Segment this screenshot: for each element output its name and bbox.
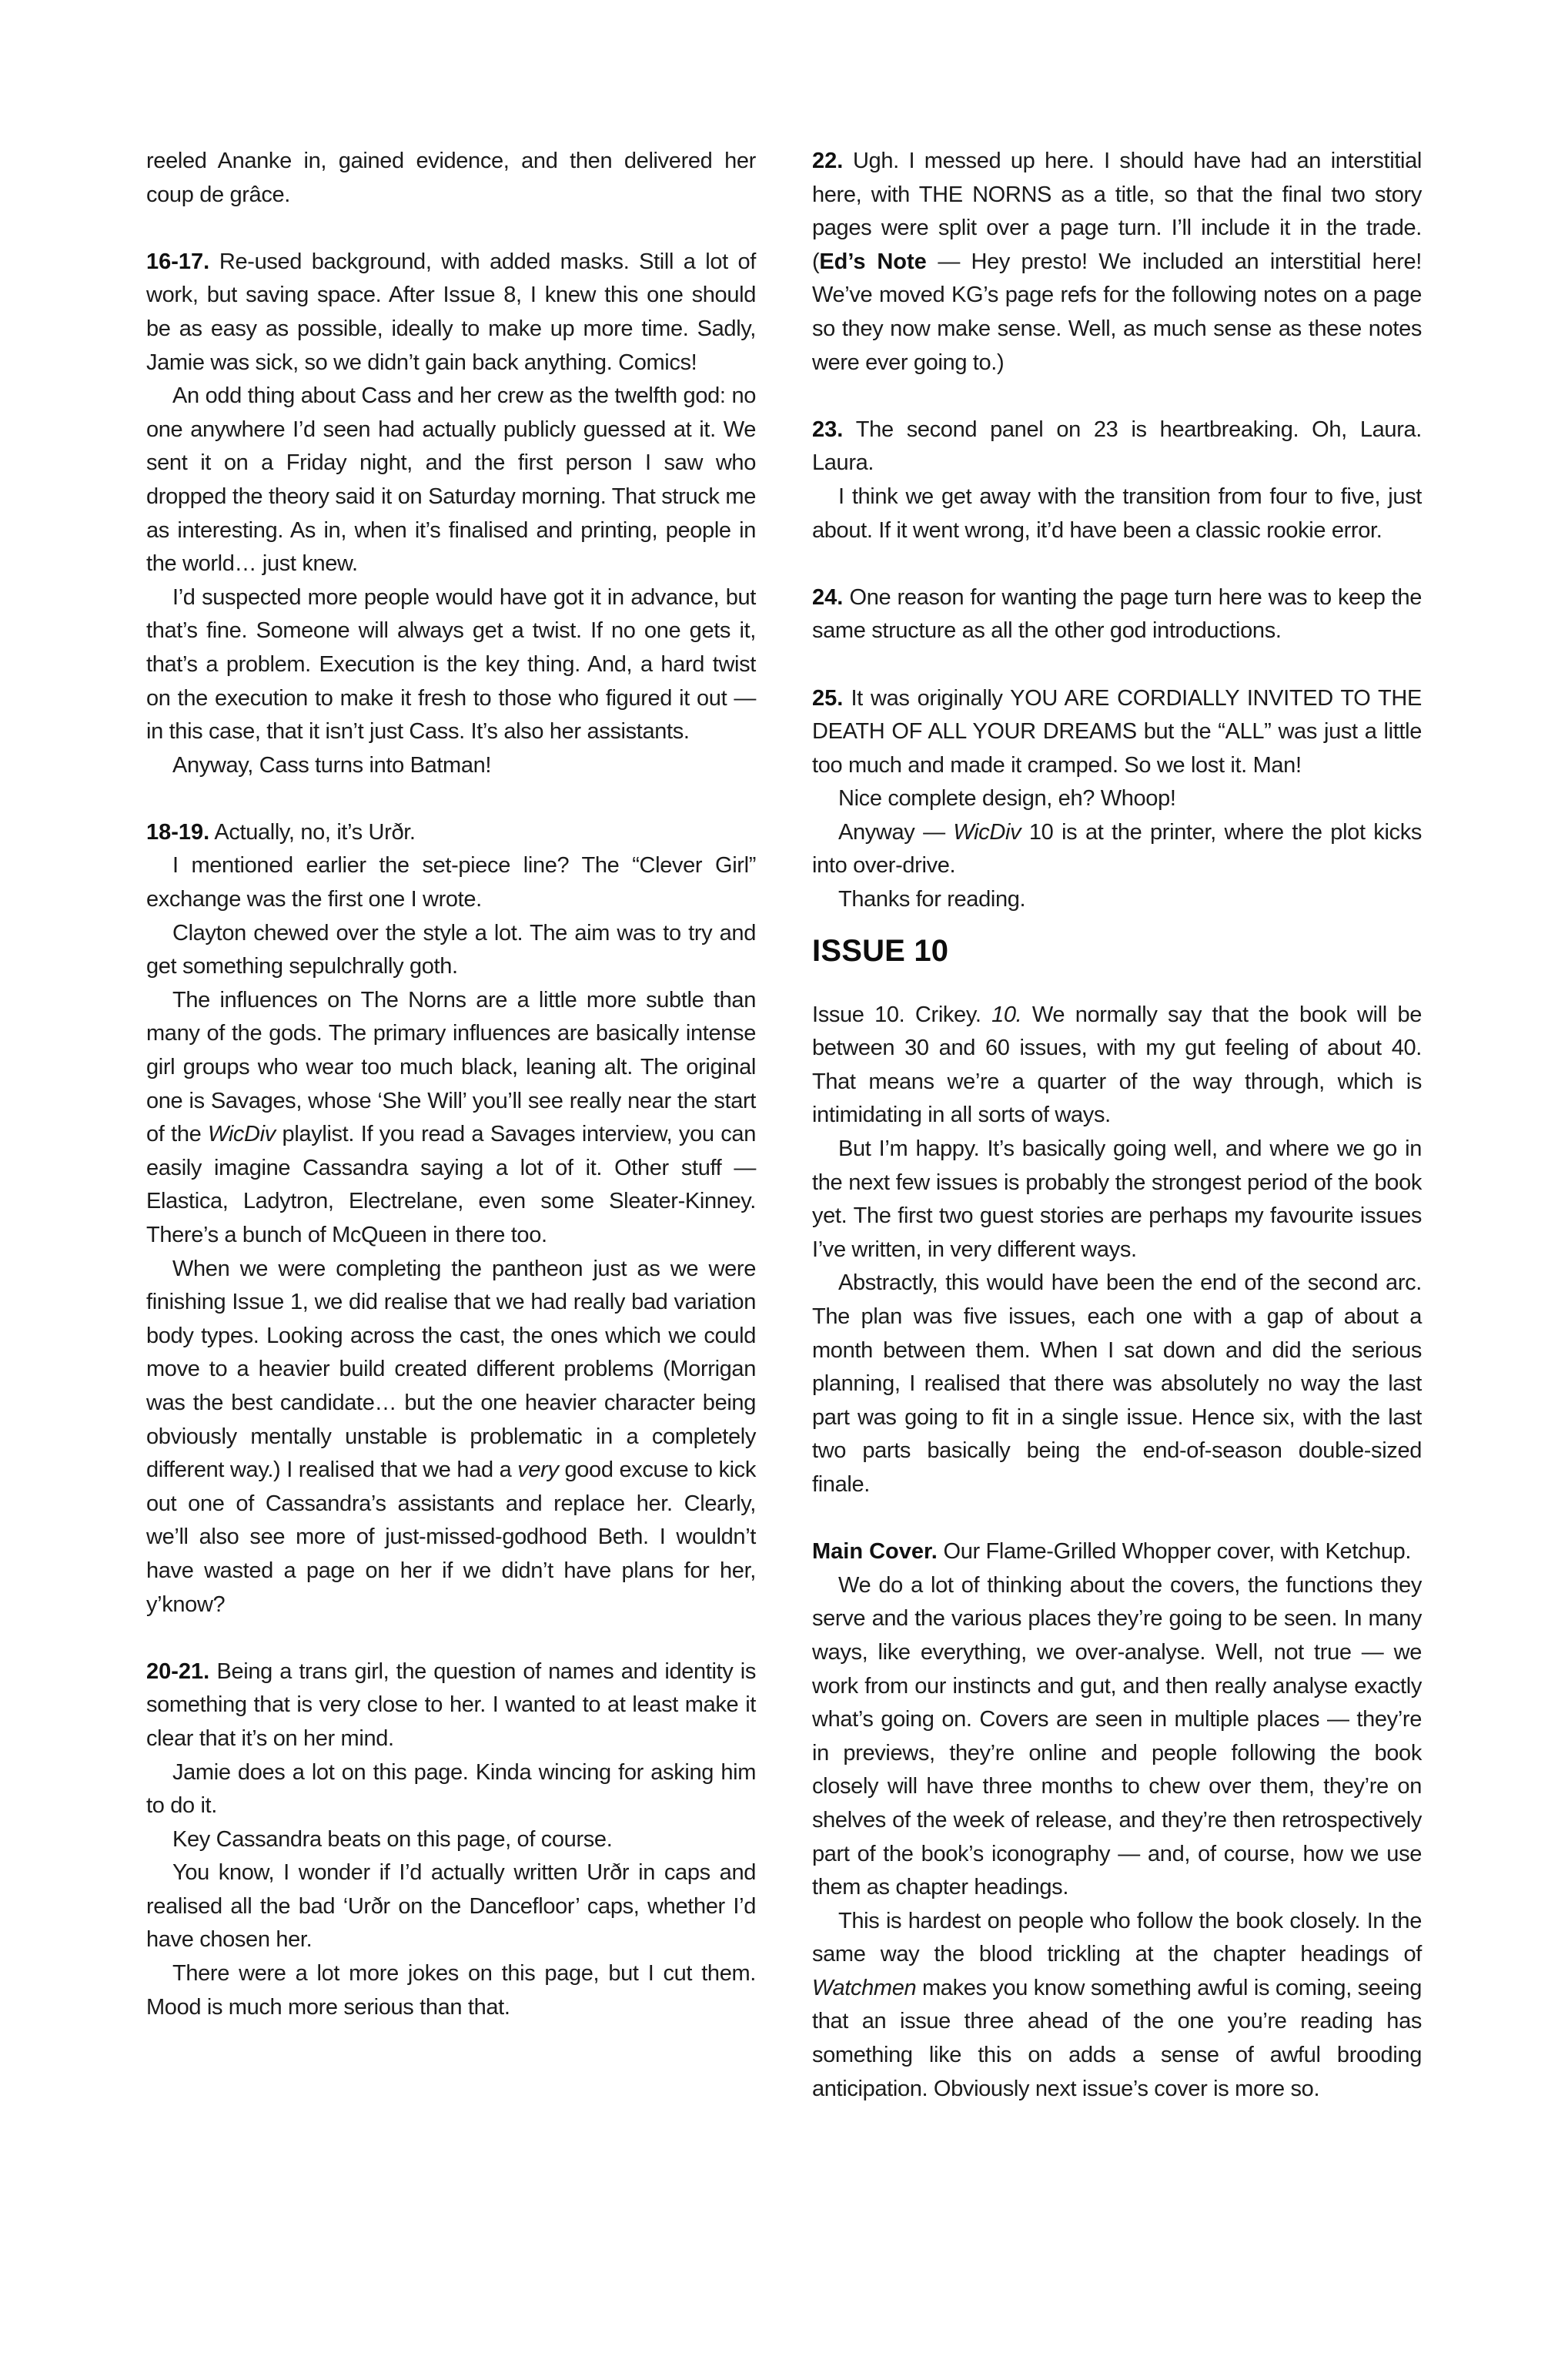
- body-text: The second panel on 23 is heartbreaking. Oh, Laura. Laura.: [812, 417, 1422, 476]
- note-paragraph-lead: [812, 1535, 1422, 1569]
- body-text: Our Flame-Grilled Whopper cover, with Ketchup.: [937, 1539, 1412, 1565]
- note-label: Main Cover.: [812, 1539, 938, 1565]
- note-paragraph: [812, 782, 1422, 816]
- note-paragraph-lead: [146, 816, 756, 850]
- body-text: makes you know something awful is coming, seeing that an issue three ahead of the one you’re reading has something like this on adds a sense of awful brooding anticipation. Obviously next issue’s cover is more so.: [812, 1975, 1422, 2101]
- body-text: Abstractly, this would have been the end of the second arc. The plan was five issues, each one with a gap of about a month between them. When I sat down and did the serious planning, I realised that there was absolutely no way the last part was going to fit in a single issue. Hence six, with the last two parts basically being the end-of-season double-sized finale.: [812, 1270, 1422, 1497]
- section-heading-issue-10: ISSUE 10: [812, 933, 949, 968]
- note-paragraph-lead: [812, 581, 1422, 648]
- note-paragraph: [812, 816, 1422, 883]
- note-paragraph: [812, 1905, 1422, 2107]
- note-label: 23.: [812, 417, 844, 442]
- body-text: This is hardest on people who follow the book closely. In the same way the blood trickling at the chapter headings of: [812, 1908, 1422, 1967]
- body-text: Nice complete design, eh? Whoop!: [838, 786, 1176, 812]
- body-text: There were a lot more jokes on this page, but I cut them. Mood is much more serious than that.: [146, 1961, 756, 2020]
- note-paragraph-lead: [146, 1655, 756, 1756]
- body-text: Issue 10. Crikey.: [812, 1002, 992, 1027]
- body-text: You know, I wonder if I’d actually written Urðr in caps and realised all the bad ‘Urðr on the Dancefloor’ caps, whether I’d have chosen her.: [146, 1860, 756, 1953]
- body-text: The influences on The Norns are a little more subtle than many of the gods. The primary influences are basically intense girl groups who wear too much black, leaning alt. The original one is Savages, whose ‘She Will’ you’ll see really near the start of the: [146, 987, 756, 1147]
- note-paragraph: [812, 883, 1422, 917]
- left-column: [146, 145, 756, 2024]
- body-text: We normally say that the book will be between 30 and 60 issues, with my gut feeling of about 40. That means we’re a quarter of the way through, which is intimidating in all sorts of ways.: [812, 1002, 1422, 1128]
- note-paragraph: [146, 1856, 756, 1957]
- body-text: Anyway, Cass turns into Batman!: [172, 752, 492, 778]
- note-paragraph: [146, 581, 756, 749]
- emphasis-text: very: [517, 1458, 559, 1483]
- body-text: Being a trans girl, the question of names and identity is something that is very close to her. I wanted to at least make it clear that it’s on her mind.: [146, 1658, 756, 1751]
- body-text: An odd thing about Cass and her crew as the twelfth god: no one anywhere I’d seen had actually publicly guessed at it. We sent it on a Friday night, and the first person I saw who dropped the theory said it on Saturday morning. That struck me as interesting. As in, when it’s finalised and printing, people in the world… just knew.: [146, 383, 756, 577]
- body-text: playlist. If you read a Savages interview, you can easily imagine Cassandra saying a lot of it. Other stuff — Elastica, Ladytron, Electrelane, even some Sleater-Kinney. There’s a bunch of McQueen in there too.: [146, 1122, 756, 1247]
- body-text: 10 is at the printer, where the plot kicks into over-drive.: [812, 819, 1422, 879]
- note-paragraph: [146, 1957, 756, 2024]
- note-paragraph: [146, 1253, 756, 1622]
- note-paragraph: [146, 917, 756, 984]
- body-text: Ugh. I messed up here. I should have had an interstitial here, with THE NORNS as a title, so that the final two story pages were split over a page turn. I’ll include it in the trade. (: [812, 149, 1422, 274]
- emphasis-text: WicDiv: [208, 1122, 276, 1147]
- note-label: 25.: [812, 685, 844, 711]
- note-paragraph-lead: [146, 246, 756, 380]
- note-paragraph: [812, 145, 1422, 380]
- right-column: [812, 145, 1422, 2106]
- note-paragraph: [146, 145, 756, 212]
- note-label: 20-21.: [146, 1658, 210, 1684]
- body-text: good excuse to kick out one of Cassandra’s assistants and replace her. Clearly, we’ll also see more of just-missed-godhood Beth. I wouldn’t have wasted a page on her if we didn’t have plans for her, y’know?: [146, 1458, 756, 1617]
- note-label: 16-17.: [146, 249, 210, 274]
- body-text: Jamie does a lot on this page. Kinda wincing for asking him to do it.: [146, 1759, 756, 1819]
- note-paragraph: [812, 480, 1422, 547]
- body-text: Thanks for reading.: [838, 887, 1026, 912]
- body-text: Actually, no, it’s Urðr.: [209, 819, 416, 845]
- emphasis-text: 10.: [991, 1002, 1022, 1027]
- note-label: 22.: [812, 149, 844, 173]
- right-column-notes: [812, 145, 1422, 917]
- emphasis-text: Watchmen: [812, 1975, 917, 2000]
- emphasis-text: WicDiv: [953, 819, 1021, 845]
- note-label: 24.: [812, 584, 844, 610]
- right-column-issue-10-notes: [812, 999, 1422, 2107]
- body-text: — Hey presto! We included an interstitial here! We’ve moved KG’s page refs for the following notes on a page so they now make sense. Well, as much sense as these notes were ever going to.): [812, 249, 1423, 375]
- body-text: Key Cassandra beats on this page, of course.: [172, 1826, 613, 1852]
- body-text: It was originally YOU ARE CORDIALLY INVITED TO THE DEATH OF ALL YOUR DREAMS but the “ALL” was just a little too much and made it cramped. So we lost it. Man!: [812, 685, 1422, 778]
- note-paragraph: [146, 849, 756, 916]
- note-paragraph: [812, 1133, 1422, 1267]
- body-text: I’d suspected more people would have got it in advance, but that’s fine. Someone will always get a twist. If no one gets it, that’s a problem. Execution is the key thing. And, a hard twist on the execution to make it fresh to those who figured it out — in this case, that it isn’t just Cass. It’s also her assistants.: [146, 584, 756, 745]
- body-text: We do a lot of thinking about the covers, the functions they serve and the various places they’re going to be seen. In many ways, like everything, we over-analyse. Well, not true — we work from our instincts and gut, and then really analyse exactly what’s going on. Covers are seen in multiple places — they’re in previews, they’re online and people following the book closely will have three months to chew over them, they’re on shelves of the week of release, and they’re then retrospectively part of the book’s iconography — and, of course, how we use them as chapter headings.: [812, 1572, 1422, 1900]
- body-text: But I’m happy. It’s basically going well, and where we go in the next few issues is probably the strongest period of the book yet. The first two guest stories are perhaps my favourite issues I’ve written, in very different ways.: [812, 1136, 1422, 1262]
- body-text: Anyway —: [838, 819, 954, 845]
- note-label: 18-19.: [146, 819, 210, 845]
- note-paragraph: [146, 1756, 756, 1823]
- body-text: I mentioned earlier the set-piece line? The “Clever Girl” exchange was the first one I wrote.: [146, 853, 756, 912]
- note-paragraph: [146, 749, 756, 783]
- note-label: Ed’s Note: [819, 249, 927, 274]
- body-text: Re-used background, with added masks. Still a lot of work, but saving space. After Issue 8, I knew this one should be as easy as possible, ideally to make up more time. Sadly, Jamie was sick, so we didn’t gain back anything. Comics!: [146, 249, 756, 375]
- body-text: Clayton chewed over the style a lot. The aim was to try and get something sepulchrally goth.: [146, 920, 756, 979]
- note-paragraph: [812, 999, 1422, 1133]
- note-paragraph: [812, 1267, 1422, 1501]
- note-paragraph: [146, 380, 756, 581]
- body-text: I think we get away with the transition from four to five, just about. If it went wrong, it’d have been a classic rookie error.: [812, 484, 1422, 543]
- body-text: When we were completing the pantheon just as we were finishing Issue 1, we did realise that we had really bad variation body types. Looking across the cast, the ones which we could move to a heavier build created different problems (Morrigan was the best candidate… but the one heavier character being obviously mentally unstable is problematic in a completely different way.) I realised that we had a: [146, 1256, 756, 1483]
- note-paragraph: [146, 984, 756, 1253]
- body-text: reeled Ananke in, gained evidence, and then delivered her coup de grâce.: [146, 149, 756, 207]
- body-text: One reason for wanting the page turn here was to keep the same structure as all the other god introductions.: [812, 584, 1422, 644]
- note-paragraph: [812, 1569, 1422, 1905]
- note-paragraph: [146, 1823, 756, 1857]
- note-paragraph-lead: [812, 413, 1422, 480]
- note-paragraph-lead: [812, 682, 1422, 783]
